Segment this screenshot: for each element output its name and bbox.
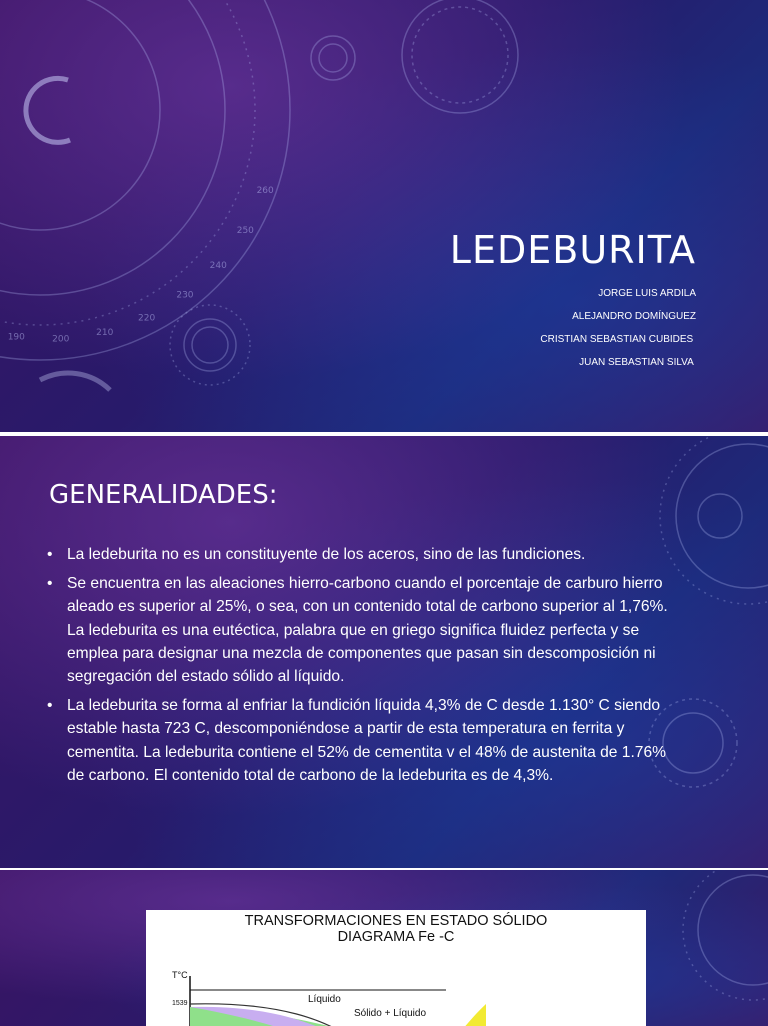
bullet-text: Se encuentra en las aleaciones hierro-carbono cuando el porcentaje de carburo hierro aleado es superior al 25%, o sea, con un contenido total de carbono superior al 1,76%. La ledeburita es una eutéctica, palabra que en griego significa fluidez perfecta y se emplea para designar una mezcla de componentes que pasan sin descomposición ni segregación del estado sólido al líquido. bbox=[67, 575, 668, 686]
axis-label: T°C bbox=[172, 970, 188, 980]
generalities-slide bbox=[0, 436, 768, 868]
dial-number: 200 bbox=[52, 334, 70, 345]
dial-number: 250 bbox=[236, 225, 254, 236]
diagram-slide bbox=[0, 870, 768, 1026]
section-heading: GENERALIDADES: bbox=[49, 480, 278, 510]
author-name: JORGE LUIS ARDILA bbox=[598, 288, 696, 299]
bullet-icon: • bbox=[47, 697, 53, 715]
dial-number: 190 bbox=[7, 332, 25, 343]
author-name: JUAN SEBASTIAN SILVA bbox=[579, 357, 696, 368]
yellow-region bbox=[446, 1004, 486, 1026]
title-slide bbox=[0, 0, 768, 432]
bullet-item bbox=[47, 543, 687, 566]
dial-number: 260 bbox=[256, 186, 274, 197]
tick-label: 1539 bbox=[172, 1000, 188, 1007]
fe-c-phase-diagram bbox=[146, 910, 646, 1026]
region-label-liquid: Líquido bbox=[308, 994, 341, 1005]
dial-number: 210 bbox=[96, 328, 114, 339]
bullet-list bbox=[47, 543, 687, 793]
dial-number: 230 bbox=[176, 290, 194, 301]
region-label-solid-liquid: Sólido + Líquido bbox=[354, 1008, 427, 1019]
dial-number: 220 bbox=[138, 313, 156, 324]
bullet-icon: • bbox=[47, 575, 53, 593]
bullet-text: La ledeburita no es un constituyente de los aceros, sino de las fundiciones. bbox=[67, 546, 586, 563]
author-list bbox=[540, 282, 696, 374]
bullet-icon: • bbox=[47, 546, 53, 563]
author-name: CRISTIAN SEBASTIAN CUBIDES bbox=[540, 334, 696, 345]
bullet-text: La ledeburita se forma al enfriar la fundición líquida 4,3% de C desde 1.130° C siendo estable hasta 723 C, descomponiéndose a partir de esta temperatura en ferrita y cementita. La ledeburita contiene el 52% de cementita v el 48% de austenita de 1.76% de carbono. El contenido total de carbono de la ledeburita es de 4,3%. bbox=[67, 697, 667, 784]
figure-subtitle: DIAGRAMA Fe -C bbox=[337, 929, 455, 945]
figure-title: TRANSFORMACIONES EN ESTADO SÓLIDO bbox=[244, 913, 548, 929]
dial-number: 240 bbox=[209, 261, 227, 272]
bullet-item bbox=[47, 572, 687, 688]
author-name: ALEJANDRO DOMÍNGUEZ bbox=[572, 311, 696, 322]
bullet-item bbox=[47, 694, 687, 787]
presentation-title: LEDEBURITA bbox=[449, 228, 696, 272]
